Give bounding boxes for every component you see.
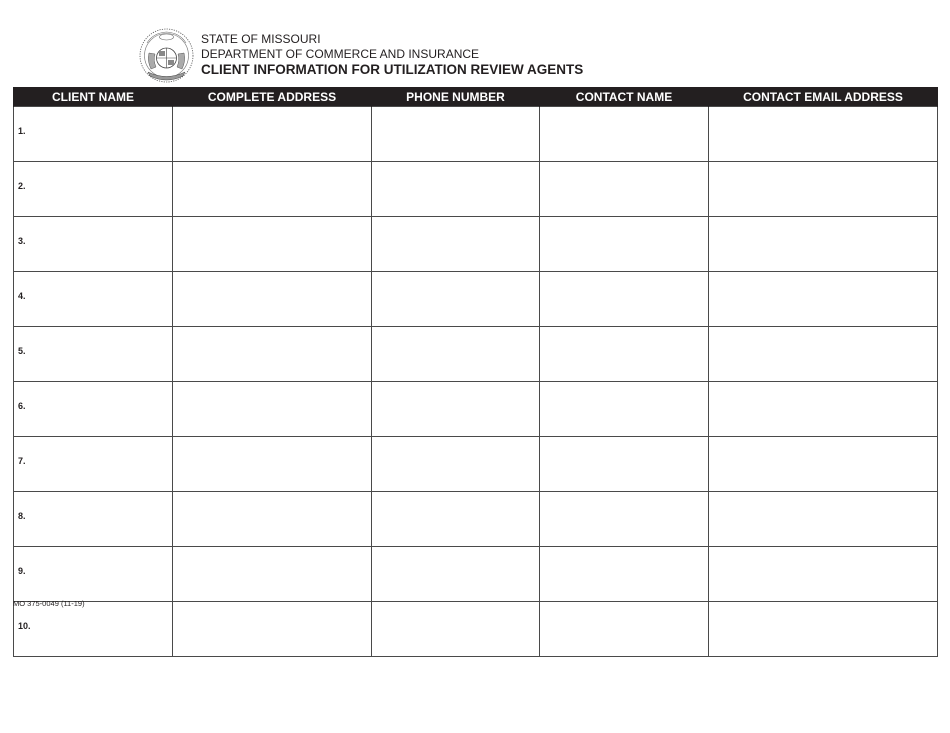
client-name-cell[interactable]: 1. — [14, 107, 173, 162]
table-row — [14, 217, 938, 272]
department-name: DEPARTMENT OF COMMERCE AND INSURANCE — [201, 47, 480, 61]
client-name-cell[interactable]: 8. — [14, 492, 173, 547]
form-title: CLIENT INFORMATION FOR UTILIZATION REVIEW AGENTS — [201, 62, 584, 77]
column-header-contact-email: CONTACT EMAIL ADDRESS — [709, 87, 938, 107]
client-name-cell[interactable]: 4. — [14, 272, 173, 327]
complete-address-cell[interactable] — [173, 602, 372, 657]
contact-name-cell[interactable] — [540, 107, 709, 162]
complete-address-cell[interactable] — [173, 382, 372, 437]
phone-number-cell[interactable] — [372, 547, 540, 602]
table-row — [14, 437, 938, 492]
table-row — [14, 107, 938, 162]
complete-address-cell[interactable] — [173, 217, 372, 272]
complete-address-cell[interactable] — [173, 107, 372, 162]
table-row — [14, 272, 938, 327]
contact-email-cell[interactable] — [709, 492, 938, 547]
contact-name-cell[interactable] — [540, 162, 709, 217]
contact-email-cell[interactable] — [709, 382, 938, 437]
client-name-cell[interactable]: 7. — [14, 437, 173, 492]
contact-name-cell[interactable] — [540, 272, 709, 327]
phone-number-cell[interactable] — [372, 437, 540, 492]
table-row — [14, 162, 938, 217]
phone-number-cell[interactable] — [372, 272, 540, 327]
missouri-state-seal-icon — [139, 27, 194, 84]
phone-number-cell[interactable] — [372, 602, 540, 657]
client-name-cell[interactable]: 10. — [14, 602, 173, 657]
table-row — [14, 382, 938, 437]
client-name-cell[interactable]: 6. — [14, 382, 173, 437]
complete-address-cell[interactable] — [173, 492, 372, 547]
table-row — [14, 547, 938, 602]
contact-email-cell[interactable] — [709, 547, 938, 602]
contact-name-cell[interactable] — [540, 492, 709, 547]
form-number: MO 375-0049 (11-19) — [13, 599, 85, 608]
column-header-phone-number: PHONE NUMBER — [372, 87, 540, 107]
client-name-cell[interactable]: 9. — [14, 547, 173, 602]
client-name-cell[interactable]: 3. — [14, 217, 173, 272]
complete-address-cell[interactable] — [173, 162, 372, 217]
contact-name-cell[interactable] — [540, 382, 709, 437]
complete-address-cell[interactable] — [173, 327, 372, 382]
phone-number-cell[interactable] — [372, 382, 540, 437]
client-info-table — [13, 87, 938, 657]
client-name-cell[interactable]: 2. — [14, 162, 173, 217]
table-row — [14, 602, 938, 657]
phone-number-cell[interactable] — [372, 162, 540, 217]
contact-email-cell[interactable] — [709, 107, 938, 162]
header-block — [201, 32, 583, 78]
phone-number-cell[interactable] — [372, 107, 540, 162]
column-header-contact-name: CONTACT NAME — [540, 87, 709, 107]
contact-name-cell[interactable] — [540, 602, 709, 657]
state-name: STATE OF MISSOURI — [201, 32, 321, 46]
contact-name-cell[interactable] — [540, 437, 709, 492]
complete-address-cell[interactable] — [173, 437, 372, 492]
table-row — [14, 327, 938, 382]
phone-number-cell[interactable] — [372, 217, 540, 272]
table-row — [14, 492, 938, 547]
phone-number-cell[interactable] — [372, 327, 540, 382]
contact-name-cell[interactable] — [540, 547, 709, 602]
contact-email-cell[interactable] — [709, 437, 938, 492]
contact-email-cell[interactable] — [709, 602, 938, 657]
contact-email-cell[interactable] — [709, 327, 938, 382]
complete-address-cell[interactable] — [173, 547, 372, 602]
phone-number-cell[interactable] — [372, 492, 540, 547]
contact-email-cell[interactable] — [709, 162, 938, 217]
column-header-client-name: CLIENT NAME — [14, 87, 173, 107]
contact-email-cell[interactable] — [709, 217, 938, 272]
complete-address-cell[interactable] — [173, 272, 372, 327]
column-header-complete-address: COMPLETE ADDRESS — [173, 87, 372, 107]
table-header-row — [14, 87, 938, 107]
contact-email-cell[interactable] — [709, 272, 938, 327]
contact-name-cell[interactable] — [540, 327, 709, 382]
client-name-cell[interactable]: 5. — [14, 327, 173, 382]
contact-name-cell[interactable] — [540, 217, 709, 272]
